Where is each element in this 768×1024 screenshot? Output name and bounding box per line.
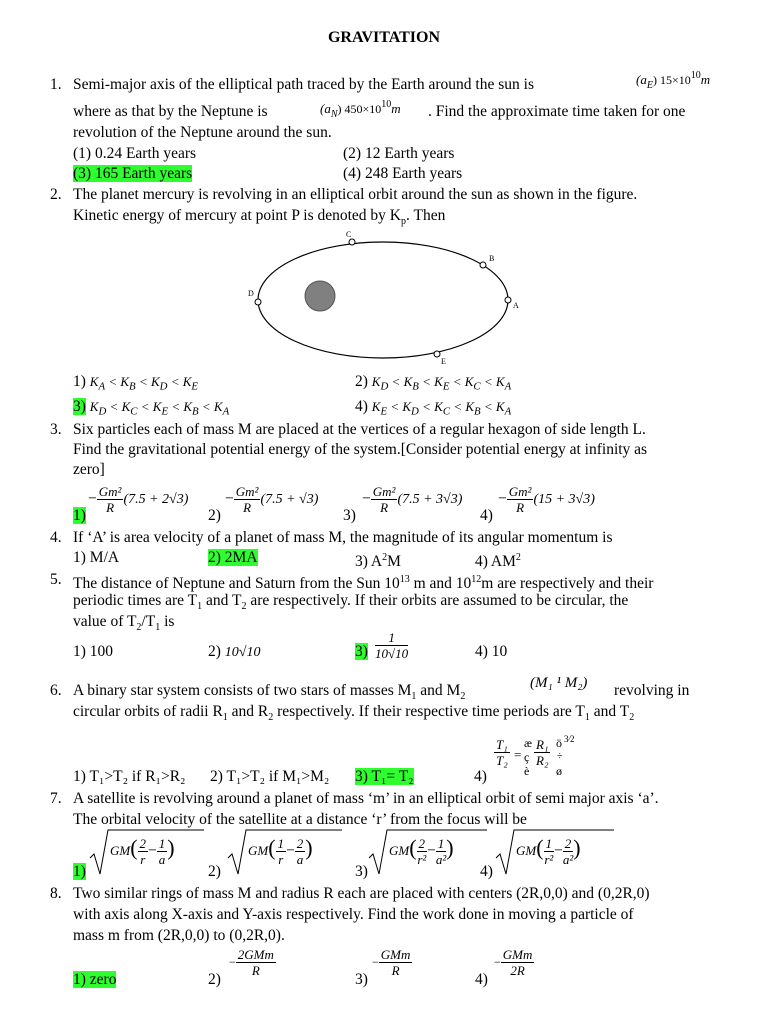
- question-1-line-2-end: . Find the approximate time taken for one: [428, 103, 686, 120]
- q7-option-4-label: 4): [480, 863, 493, 880]
- question-2-line-1: The planet mercury is revolving in an elliptical orbit around the sun as shown in the figure.: [73, 186, 638, 203]
- question-4-number: 4.: [50, 529, 62, 546]
- question-5-number: 5.: [50, 571, 62, 588]
- q7-option-2-label: 2): [208, 863, 221, 880]
- point-c-marker: [349, 239, 355, 245]
- label-a: A: [513, 301, 519, 310]
- q5-option-3-answer: 3): [355, 643, 368, 660]
- q7-option-1-answer: 1): [73, 863, 86, 880]
- orbit-diagram: [245, 226, 535, 368]
- question-1-line-1: Semi-major axis of the elliptical path traced by the Earth around the sun is: [73, 76, 534, 93]
- question-2-line-2: Kinetic energy of mercury at point P is denoted by $K_p$. Then: [73, 207, 446, 227]
- question-1-line-3: revolution of the Neptune around the sun.: [73, 124, 332, 141]
- q4-option-2-answer: 2) 2MA: [208, 549, 258, 566]
- q8-option-1-answer: 1) zero: [73, 971, 117, 988]
- q5-option-1: 1) 100: [73, 643, 114, 660]
- neptune-semi-major-axis: $(a_N)$ $450\times 10^{10}m$: [320, 99, 401, 120]
- question-3-line-1: Six particles each of mass M are placed at the vertices of a regular hexagon of side length L.: [73, 421, 646, 438]
- question-2-number: 2.: [50, 186, 62, 203]
- q8-option-4-expr: − $\frac{\text{GMm}}{2R}$: [494, 947, 533, 978]
- q6-option-2: 2) T₁>T₂ if M₁>M₂: [210, 768, 330, 785]
- q7-option-1-expr: GM( $\frac{2}{r}$ − $\frac{1}{a}$ ): [110, 835, 175, 867]
- point-e-marker: [434, 351, 440, 357]
- question-3-line-3: zero]: [73, 461, 105, 478]
- label-d: D: [248, 289, 254, 298]
- q2-option-1: 1) $K_A < K_B < K_D < K_E$: [73, 373, 199, 393]
- q7-option-3-expr: GM( $\frac{2}{\text{r²}}$ − $\frac{1}{\text{a²}}$ ): [389, 835, 454, 867]
- q1-option-2: (2) 12 Earth years: [343, 145, 455, 162]
- q5-option-4: 4) 10: [475, 643, 508, 660]
- q2-option-3-answer: 3) $K_D < K_C < K_E < K_B < K_A$: [73, 398, 230, 418]
- q7-option-2-expr: GM( $\frac{1}{r}$ − $\frac{2}{a}$ ): [248, 835, 313, 867]
- question-8-number: 8.: [50, 885, 62, 902]
- question-6-number: 6.: [50, 682, 62, 699]
- q8-option-4-label: 4): [475, 971, 488, 988]
- q3-option-4-label: 4): [480, 507, 493, 524]
- q8-option-3-expr: − $\frac{\text{GMm}}{R}$: [372, 947, 411, 978]
- label-c: C: [346, 230, 352, 239]
- question-6-line-1: A binary star system consists of two stars of masses $M_1$ and $M_2$: [73, 682, 466, 702]
- q1-option-1: (1) 0.24 Earth years: [73, 145, 197, 162]
- q4-option-1: 1) M/A: [73, 549, 120, 566]
- question-8-line-1: Two similar rings of mass M and radius R each are placed with centers (2R,0,0) and (0,2R,0): [73, 885, 650, 902]
- q4-option-3: 3) $A^2M$: [355, 552, 401, 570]
- earth-semi-major-axis: $(a_E)$ $15\times 10^{10}m$: [636, 70, 711, 91]
- q8-option-2-label: 2): [208, 971, 221, 988]
- question-6-line-2: circular orbits of radii $R_1$ and $R_2$ respectively. If their respective time periods are $T_1$ and $T_2$: [73, 703, 635, 723]
- label-b: B: [489, 254, 495, 263]
- point-b-marker: [480, 262, 486, 268]
- q2-option-4: 4) $K_E < K_D < K_C < K_B < K_A$: [355, 398, 512, 418]
- point-a-marker: [505, 297, 511, 303]
- q2-option-2: 2) $K_D < K_B < K_E < K_C < K_A$: [355, 373, 512, 393]
- q3-option-3-label: 3): [343, 507, 356, 524]
- q3-option-4-expr: − $\frac{\text{Gm²}}{R}$ (15 + 3√3): [498, 484, 595, 515]
- q7-option-3-label: 3): [355, 863, 368, 880]
- question-1-number: 1.: [50, 76, 62, 93]
- question-7-line-2: The orbital velocity of the satellite at a distance ‘r’ from the focus will be: [73, 811, 527, 828]
- q3-option-3-expr: − $\frac{\text{Gm²}}{R}$ (7.5 + 3√3): [362, 484, 463, 515]
- page-title: GRAVITATION: [327, 29, 441, 46]
- q3-option-2-expr: − $\frac{\text{Gm²}}{R}$ (7.5 + √3): [225, 484, 319, 515]
- point-d-marker: [255, 299, 261, 305]
- label-e: E: [441, 357, 446, 366]
- question-6-line-1-end: revolving in: [614, 682, 690, 699]
- q3-option-1-expr: − $\frac{\text{Gm²}}{R}$ (7.5 + 2√3): [88, 484, 189, 515]
- q6-option-1: 1) T₁>T₂ if R₁>R₂: [73, 768, 186, 785]
- q4-option-4: 4) $AM^2$: [475, 552, 521, 570]
- question-5-line-3: value of $T_2/T_1$ is: [73, 613, 175, 633]
- q1-option-3-answer: (3) 165 Earth years: [73, 165, 193, 182]
- sun-circle: [305, 281, 335, 311]
- q8-option-3-label: 3): [355, 971, 368, 988]
- orbit-ellipse: [258, 242, 508, 358]
- question-7-number: 7.: [50, 790, 62, 807]
- question-7-line-1: A satellite is revolving around a planet of mass ‘m’ in an elliptical orbit of semi major axis ‘a’.: [73, 790, 659, 807]
- question-8-line-3: mass m from (2R,0,0) to (0,2R,0).: [73, 927, 285, 944]
- q3-option-2-label: 2): [208, 507, 221, 524]
- q5-option-3-fraction: $\frac{1}{10√10}$: [375, 630, 409, 661]
- question-5-line-1: The distance of Neptune and Saturn from the Sun $10^{13}$ m and $10^{12}m$ are respectively and their: [73, 574, 654, 592]
- q1-option-4: (4) 248 Earth years: [343, 165, 463, 182]
- q3-option-1-answer: 1): [73, 507, 86, 524]
- q8-option-2-expr: − $\frac{\text{2GMm}}{R}$: [229, 947, 274, 978]
- question-8-line-2: with axis along X-axis and Y-axis respectively. Find the work done in moving a particle of: [73, 906, 634, 923]
- q6-option-3-answer: 3) T₁= T₂: [355, 768, 414, 785]
- question-5-line-2: periodic times are $T_1$ and $T_2$ are respectively. If their orbits are assumed to be circular, the: [73, 592, 629, 612]
- question-3-line-2: Find the gravitational potential energy of the system.[Consider potential energy at infinity as: [73, 441, 648, 458]
- q5-option-2: 2) 10√10: [208, 643, 261, 660]
- question-1-line-2: where as that by the Neptune is: [73, 103, 268, 120]
- question-3-number: 3.: [50, 421, 62, 438]
- question-4-line-1: If ‘A’ is area velocity of a planet of mass M, the magnitude of its angular momentum is: [73, 529, 613, 546]
- q6-option-4-label: 4): [474, 768, 487, 785]
- mass-inequality: (M₁ ¹ M₂): [530, 675, 588, 691]
- q6-option-4-expr: $\frac{\text{T₁}}{\text{T₂}}$ = æ ç è $\frac{\text{R₁}}{\text{R₂}}$ ö ÷ ø 3⁄2: [496, 734, 575, 778]
- q7-option-4-expr: GM( $\frac{1}{\text{r²}}$ − $\frac{2}{\text{a²}}$ ): [516, 835, 581, 867]
